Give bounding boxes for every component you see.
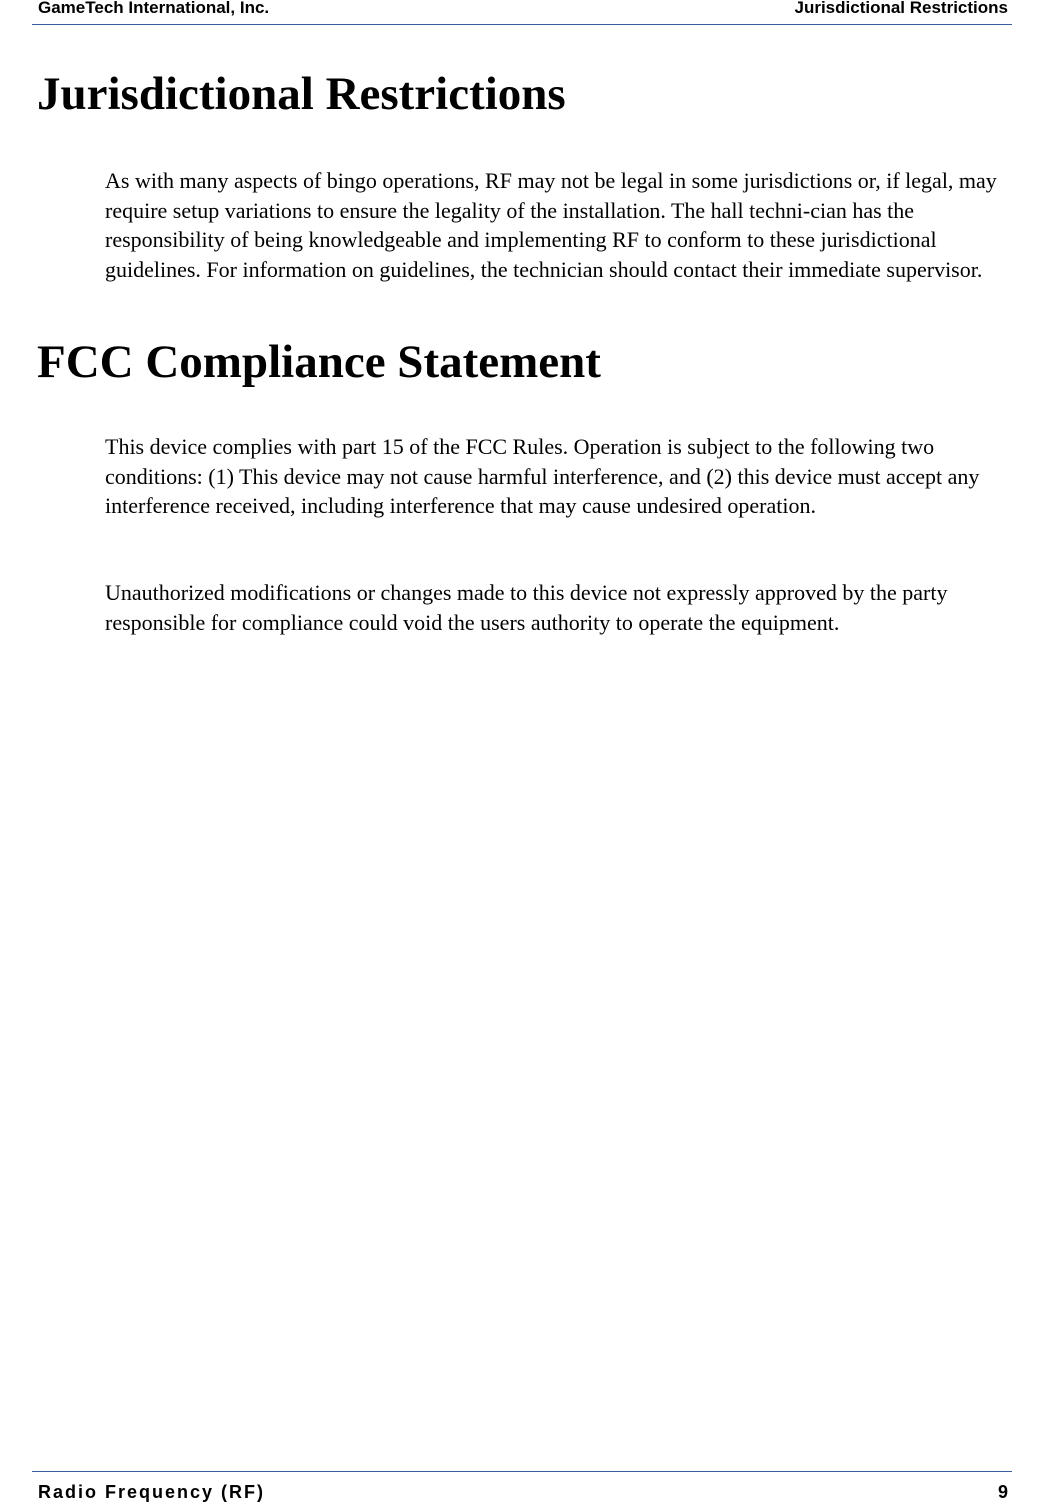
unauthorized-modifications-paragraph: Unauthorized modifications or changes made to this device not expressly approved by the party responsible for compliance could void the users authority to operate the equipment.: [105, 580, 948, 635]
running-header: [32, 0, 1012, 25]
running-footer: [32, 1471, 1012, 1504]
header-section-title: Jurisdictional Restrictions: [794, 0, 1008, 17]
footer-chapter-title: Radio Frequency (RF): [38, 1482, 266, 1502]
jurisdictional-restrictions-paragraph: As with many aspects of bingo operations, RF may not be legal in some jurisdictions or, if legal, may require setup variations to ensure the legality of the installation. The hall techni-cian has the responsibility of being knowledgeable and implementing RF to conform to these jurisdictional guidelines. For information on guidelines, the technician should contact their immediate supervisor.: [105, 168, 997, 282]
header-company-name: GameTech International, Inc.: [38, 0, 270, 17]
fcc-compliance-paragraph: This device complies with part 15 of the FCC Rules. Operation is subject to the following two conditions: (1) This device may not cause harmful interference, and (2) this device must accept any interference received, including interference that may cause undesired operation.: [105, 434, 980, 518]
footer-page-number: 9: [997, 1482, 1008, 1502]
fcc-compliance-heading: FCC Compliance Statement: [37, 336, 601, 388]
jurisdictional-restrictions-heading: Jurisdictional Restrictions: [37, 68, 566, 120]
